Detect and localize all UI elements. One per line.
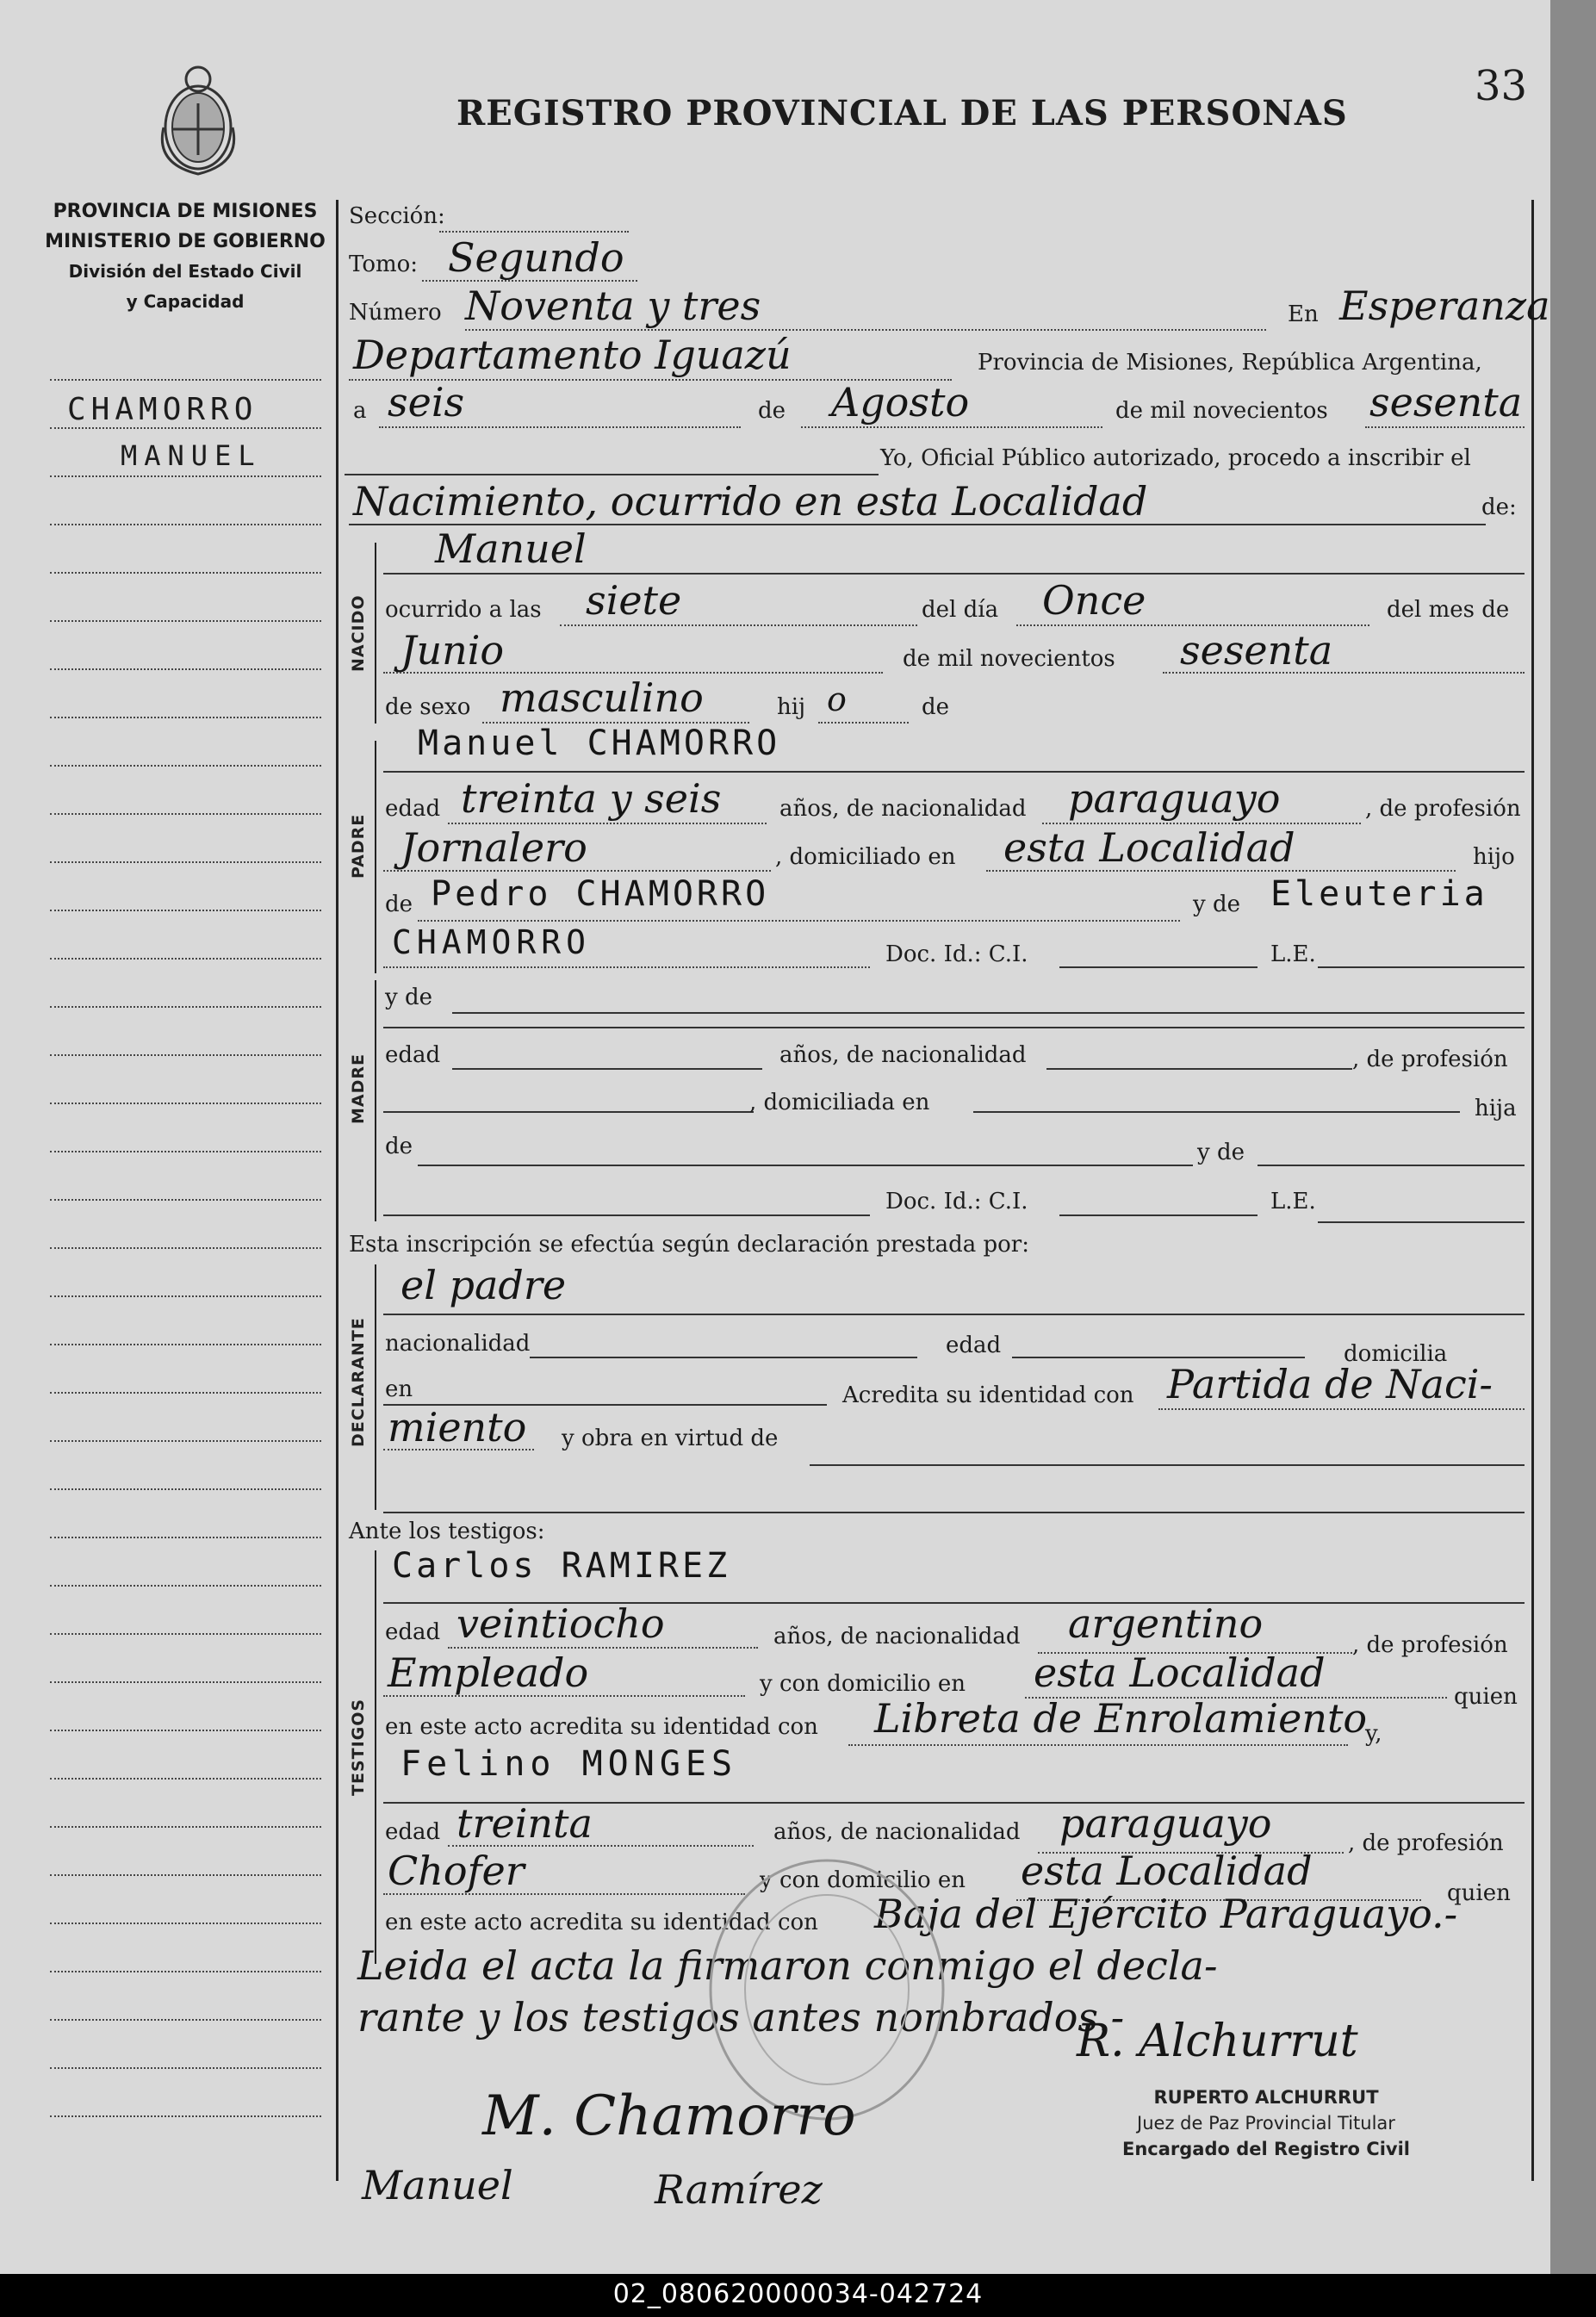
padre-nombre-value: Manuel CHAMORRO [418, 724, 781, 763]
margin-dotted-line [50, 1103, 321, 1104]
del-mes-label: del mes de [1387, 597, 1510, 623]
de-abuelo-label: de [385, 891, 413, 917]
tomo-value: Segundo [448, 234, 624, 281]
t2-nac-value: paraguayo [1059, 1800, 1272, 1847]
sexo-label: de sexo [385, 694, 471, 720]
yo-label: Yo, Oficial Público autorizado, procedo a inscribir el [880, 445, 1471, 471]
del-dia-label: del día [922, 597, 999, 623]
madre-nombre-line [452, 1012, 1525, 1014]
margin-dotted-line [50, 1633, 321, 1635]
domicilia-label: domicilia [1344, 1341, 1448, 1367]
t2-quien-label: quien [1447, 1880, 1511, 1906]
madre-dom-line [973, 1111, 1460, 1113]
inscripcion-label: Esta inscripción se efectúa según declaración prestada por: [349, 1232, 1029, 1258]
edad2-line [1012, 1357, 1305, 1358]
t2-nac-label: años, de nacionalidad [773, 1819, 1021, 1845]
nombre-value: Manuel [435, 525, 587, 572]
madre-section-label: MADRE [349, 1053, 368, 1124]
testigos-section-label: TESTIGOS [349, 1698, 368, 1796]
padre-le-line [1318, 966, 1525, 968]
domiciliada-label: , domiciliada en [749, 1090, 930, 1115]
margin-dotted-line [50, 668, 321, 670]
dia-nac-line [1016, 624, 1369, 626]
signature-declarante: M. Chamorro [482, 2084, 856, 2148]
a-label: a [353, 398, 367, 424]
hija-label: hija [1475, 1096, 1517, 1121]
padre-ci-line [1059, 966, 1258, 968]
stamp-name: RUPERTO ALCHURRUT [1153, 2087, 1379, 2108]
tomo-line [422, 280, 637, 282]
testigos-bracket [375, 1550, 376, 1964]
t1-edad-line [448, 1647, 758, 1649]
padre-prof-label: , de profesión [1365, 796, 1521, 822]
margin-dotted-line [50, 1874, 321, 1876]
coat-of-arms-icon [151, 60, 245, 181]
hora-line [560, 624, 917, 626]
madre-y-de2-label: y de [1197, 1140, 1245, 1165]
madre-abuela2-line [383, 1214, 870, 1216]
edad2-label: edad [946, 1332, 1002, 1358]
seccion-label: Sección: [349, 203, 445, 229]
hij-suffix: o [827, 680, 847, 718]
stamp-office: Encargado del Registro Civil [1121, 2139, 1410, 2159]
madre-le-line [1318, 1221, 1525, 1223]
testigo2-value: Felino MONGES [401, 1744, 738, 1784]
t1-prof-label: , de profesión [1352, 1632, 1508, 1658]
en-value: Esperanza [1339, 283, 1550, 329]
t2-edad-line [448, 1845, 754, 1847]
mes-value: Agosto [831, 379, 970, 426]
nacionalidad-line [530, 1357, 917, 1358]
t1-edad-label: edad [385, 1619, 441, 1645]
sexo-value: masculino [500, 674, 704, 721]
de-label: de [758, 398, 786, 424]
madre-nombre-line-2 [383, 1027, 1525, 1028]
nombre-line [383, 573, 1525, 575]
provincia-label: Provincia de Misiones, República Argentina, [978, 350, 1482, 376]
margin-dotted-line [50, 910, 321, 911]
en-label: En [1288, 301, 1319, 327]
t1-prof-line [383, 1695, 745, 1697]
margin-dotted-line [50, 1199, 321, 1201]
division-name: División del Estado Civil [68, 261, 302, 282]
cierre-line-1: Leida el acta la firmaron conmigo el decla- [357, 1942, 1218, 1989]
padre-bracket [375, 741, 376, 973]
madre-ci-line [1059, 1214, 1258, 1216]
padre-prof-line [383, 870, 771, 872]
madre-y-de-label: y de [385, 985, 432, 1010]
t1-dom-label: y con domicilio en [760, 1671, 966, 1697]
acredita2-value: miento [388, 1404, 527, 1450]
madre-doc-label: Doc. Id.: C.I. [885, 1189, 1028, 1214]
margin-dotted-line [50, 1392, 321, 1394]
abuela2-line [383, 966, 870, 968]
margin-dotted-line [50, 1971, 321, 1972]
margin-dotted-line [50, 1681, 321, 1683]
declarante-line [383, 1314, 1525, 1315]
image-identifier: 02_080620000034-042724 [612, 2279, 984, 2309]
obra-line [810, 1464, 1525, 1466]
division-name-2: y Capacidad [126, 291, 245, 312]
de-mil-label: de mil novecientos [903, 646, 1115, 672]
margin-dotted-line [50, 1585, 321, 1587]
declarante-value: el padre [401, 1262, 567, 1308]
signature-testigo-2: Ramírez [655, 2166, 823, 2213]
de2-label: de [922, 694, 950, 720]
madre-abuela-line [1258, 1165, 1525, 1166]
t1-dom-value: esta Localidad [1034, 1649, 1326, 1696]
margin-dotted-line [50, 475, 321, 477]
t1-doc-value: Libreta de Enrolamiento [874, 1695, 1368, 1742]
t2-prof-label: , de profesión [1348, 1830, 1504, 1856]
margin-dotted-line [50, 2067, 321, 2069]
registrar-stamp [1102, 2084, 1430, 2162]
page-edge-shadow [1550, 0, 1596, 2274]
padre-dom-line [986, 870, 1456, 872]
margin-dotted-line [50, 1826, 321, 1828]
margin-dotted-line [50, 379, 321, 381]
t2-edad-value: treinta [456, 1800, 593, 1847]
testigo1-value: Carlos RAMIREZ [392, 1546, 731, 1586]
t1-nac-value: argentino [1068, 1600, 1264, 1647]
madre-nac-label: años, de nacionalidad [779, 1042, 1027, 1068]
t1-en-este-label: en este acto acredita su identidad con [385, 1714, 818, 1740]
padre-dom-value: esta Localidad [1003, 824, 1295, 871]
numero-value: Noventa y tres [465, 283, 761, 329]
seccion-line [439, 231, 629, 233]
acredita-value: Partida de Naci- [1167, 1361, 1493, 1407]
margin-dotted-line [50, 1247, 321, 1249]
madre-nac-line [1046, 1068, 1352, 1070]
declarante-bracket [375, 1264, 376, 1510]
abuela2-value: CHAMORRO [392, 923, 592, 961]
madre-prof-line [383, 1111, 754, 1113]
margin-dotted-line [50, 572, 321, 574]
ministry-name: MINISTERIO DE GOBIERNO [45, 231, 326, 252]
margin-dotted-line [50, 1006, 321, 1008]
mes-nac-value: Junio [401, 627, 505, 674]
signature-official: R. Alchurrut [1077, 2016, 1358, 2067]
padre-edad-value: treinta y seis [461, 775, 722, 822]
acredita-line [1158, 1408, 1525, 1410]
padre-prof-value: Jornalero [401, 824, 587, 871]
anio-nac-value: sesenta [1180, 627, 1333, 674]
dia-nac-value: Once [1042, 577, 1146, 624]
yo-line [345, 474, 879, 475]
tomo-label: Tomo: [349, 252, 419, 277]
t1-quien-label: quien [1454, 1684, 1518, 1710]
abuelo-line [418, 920, 1180, 922]
departamento-value: Departamento Iguazú [353, 332, 792, 378]
madre-de-label: de [385, 1134, 413, 1159]
nacionalidad-label: nacionalidad [385, 1331, 531, 1357]
hijo-label: hijo [1473, 844, 1515, 870]
dia-value: seis [388, 379, 465, 426]
abuelo-value: Pedro CHAMORRO [431, 874, 770, 914]
stamp-title: Juez de Paz Provincial Titular [1137, 2113, 1395, 2134]
t2-en-este-label: en este acto acredita su identidad con [385, 1910, 818, 1935]
ocurrido-label: ocurrido a las [385, 597, 542, 623]
de-colon-label: de: [1481, 494, 1517, 520]
margin-dotted-line [50, 1778, 321, 1780]
t2-doc-value: Baja del Ejército Paraguayo.- [874, 1891, 1458, 1937]
margin-dotted-line [50, 1488, 321, 1490]
anio-line [1365, 426, 1525, 428]
cierre-line-2: rante y los testigos antes nombrados.- [357, 1994, 1125, 2041]
nacido-section-label: NACIDO [349, 594, 368, 672]
mes-nac-line [383, 672, 883, 674]
margin-dotted-line [50, 1151, 321, 1152]
left-frame-line [336, 200, 338, 2181]
margin-dotted-line [50, 1440, 321, 1442]
numero-line [465, 329, 1266, 331]
padre-le-label: L.E. [1270, 941, 1316, 967]
t2-prof-value: Chofer [388, 1848, 525, 1894]
acto-value: Nacimiento, ocurrido en esta Localidad [353, 478, 1148, 525]
obra-line-2 [383, 1512, 1525, 1513]
document-title: REGISTRO PROVINCIAL DE LAS PERSONAS [456, 93, 1348, 134]
margin-dotted-line [50, 524, 321, 525]
t2-dom-value: esta Localidad [1021, 1848, 1313, 1894]
right-frame-line [1531, 200, 1534, 2181]
acredita-label: Acredita su identidad con [842, 1382, 1134, 1408]
en2-label: en [385, 1376, 413, 1402]
y-de-label: y de [1193, 891, 1240, 917]
madre-bracket [375, 980, 376, 1221]
padre-edad-label: edad [385, 796, 441, 822]
padre-nac-value: paraguayo [1068, 775, 1281, 822]
margin-dotted-line [50, 813, 321, 815]
padre-nac-label: años, de nacionalidad [779, 796, 1027, 822]
anio-value: sesenta [1369, 379, 1523, 426]
t1-edad-value: veintiocho [456, 1600, 665, 1647]
signature-testigo-1: Manuel [362, 2162, 513, 2208]
province-name: PROVINCIA DE MISIONES [53, 201, 318, 222]
margin-dotted-line [50, 620, 321, 622]
issuer-block [34, 196, 336, 317]
margin-dotted-line [50, 2019, 321, 2021]
domiciliado-label: , domiciliado en [775, 844, 956, 870]
nacido-bracket [375, 543, 376, 724]
margin-dotted-line [50, 1344, 321, 1345]
margin-dotted-line [50, 1295, 321, 1297]
abuela-value: Eleuteria [1270, 874, 1488, 914]
t2-edad-label: edad [385, 1819, 441, 1845]
margin-dotted-line [50, 1537, 321, 1538]
margin-dotted-line [50, 861, 321, 863]
t2-dom-label: y con domicilio en [760, 1867, 966, 1893]
margin-dotted-line [50, 427, 321, 429]
t1-nac-label: años, de nacionalidad [773, 1624, 1021, 1649]
hij-label: hij [777, 694, 806, 720]
dia-line [379, 426, 741, 428]
margin-dotted-line [50, 1054, 321, 1056]
margin-dotted-line [50, 1923, 321, 1924]
margin-surname: CHAMORRO [67, 392, 258, 427]
margin-dotted-line [50, 765, 321, 767]
margin-dotted-line [50, 2115, 321, 2117]
madre-edad-label: edad [385, 1042, 441, 1068]
mes-line [801, 426, 1102, 428]
page-number: 33 [1475, 62, 1528, 110]
y-comma-label: y, [1365, 1721, 1382, 1747]
padre-doc-label: Doc. Id.: C.I. [885, 941, 1028, 967]
mil-label: de mil novecientos [1115, 398, 1328, 424]
obra-label: y obra en virtud de [562, 1426, 779, 1451]
numero-label: Número [349, 300, 442, 326]
hij-line [818, 722, 909, 724]
t1-prof-value: Empleado [388, 1649, 589, 1696]
padre-section-label: PADRE [349, 813, 368, 879]
t1-doc-line [848, 1744, 1348, 1746]
madre-abuelo-line [418, 1165, 1193, 1166]
declarante-section-label: DECLARANTE [349, 1317, 368, 1447]
margin-dotted-line [50, 958, 321, 960]
hora-value: siete [586, 577, 682, 624]
madre-edad-line [452, 1068, 762, 1070]
anio-nac-line [1163, 672, 1525, 674]
padre-nombre-line [383, 771, 1525, 773]
margin-given-name: MANUEL [121, 439, 262, 472]
acredita2-line [383, 1449, 534, 1450]
madre-prof-label: , de profesión [1352, 1047, 1508, 1072]
madre-le-label: L.E. [1270, 1189, 1316, 1214]
ante-label: Ante los testigos: [349, 1519, 545, 1544]
margin-dotted-line [50, 1730, 321, 1731]
t2-prof-line [383, 1893, 745, 1895]
margin-dotted-line [50, 717, 321, 718]
